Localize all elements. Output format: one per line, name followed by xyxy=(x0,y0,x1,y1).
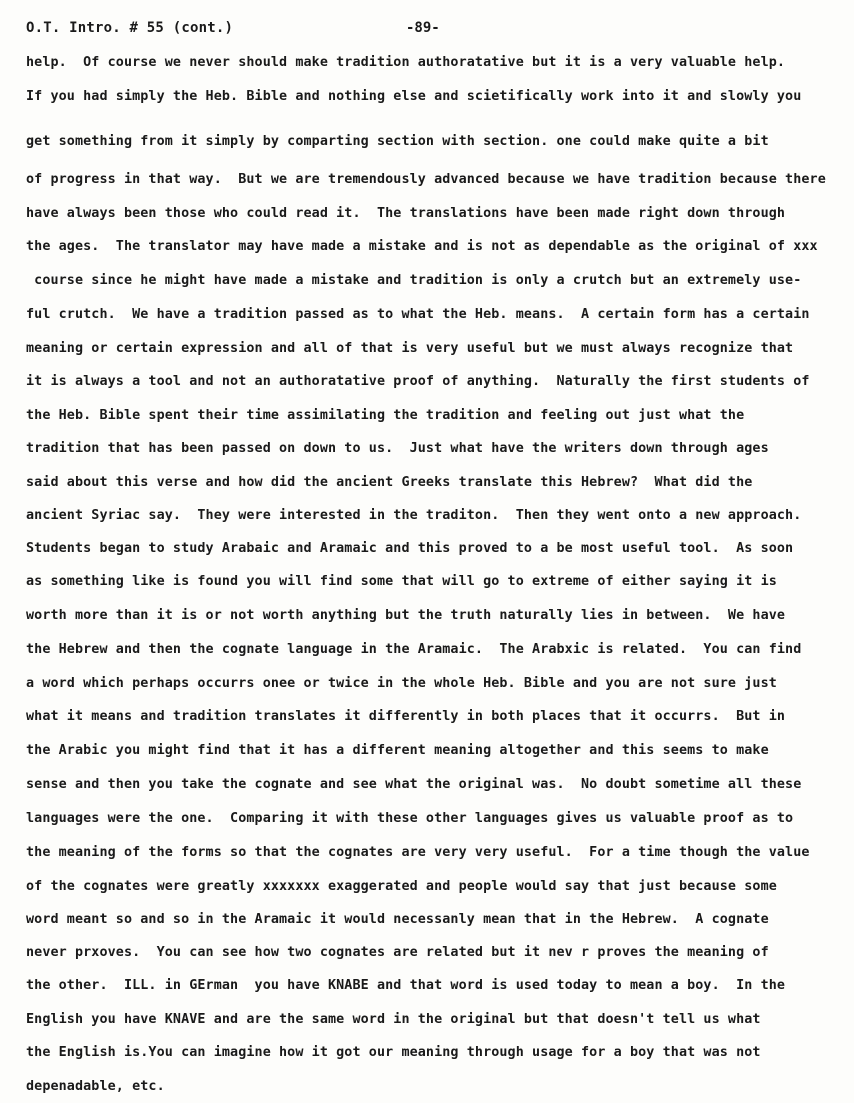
text-line: the other. ILL. in GErman you have KNABE and that word is used today to mean a boy. In the xyxy=(26,978,786,993)
text-line: have always been those who could read it. The translations have been made right down through xyxy=(26,206,786,221)
text-line: English you have KNAVE and are the same word in the original but that doesn't tell us what xyxy=(26,1012,761,1027)
text-line: worth more than it is or not worth anything but the truth naturally lies in between. We have xyxy=(26,608,786,623)
text-line: it is always a tool and not an authoratative proof of anything. Naturally the first students of xyxy=(26,374,810,389)
text-line: If you had simply the Heb. Bible and nothing else and scietifically work into it and slowly you xyxy=(26,89,802,104)
text-line: get something from it simply by comparting section with section. one could make quite a bit xyxy=(26,134,769,149)
text-line: the English is.You can imagine how it got our meaning through usage for a boy that was not xyxy=(26,1045,761,1060)
text-line: ful crutch. We have a tradition passed as to what the Heb. means. A certain form has a certain xyxy=(26,307,810,322)
text-line: languages were the one. Comparing it with these other languages gives us valuable proof as to xyxy=(26,811,794,826)
text-line: meaning or certain expression and all of that is very useful but we must always recognize that xyxy=(26,341,794,356)
text-line: tradition that has been passed on down to us. Just what have the writers down through ages xyxy=(26,441,769,456)
text-line: course since he might have made a mistake and tradition is only a crutch but an extremely use- xyxy=(26,273,802,288)
text-line: what it means and tradition translates it differently in both places that it occurrs. But in xyxy=(26,709,786,724)
text-line: sense and then you take the cognate and see what the original was. No doubt sometime all these xyxy=(26,777,802,792)
text-line: word meant so and so in the Aramaic it would necessanly mean that in the Hebrew. A cognate xyxy=(26,912,769,927)
text-line: help. Of course we never should make tradition authoratative but it is a very valuable help. xyxy=(26,55,786,70)
text-line: never prxoves. You can see how two cognates are related but it nev r proves the meaning of xyxy=(26,945,769,960)
text-line: depenadable, etc. xyxy=(26,1079,165,1094)
page-number: -89- xyxy=(406,20,440,36)
page-header xyxy=(26,20,826,42)
text-line: ancient Syriac say. They were interested in the traditon. Then they went onto a new approach. xyxy=(26,508,802,523)
text-line: Students began to study Arabaic and Aramaic and this proved to a be most useful tool. As soon xyxy=(26,541,794,556)
text-line: said about this verse and how did the ancient Greeks translate this Hebrew? What did the xyxy=(26,475,753,490)
text-line: of progress in that way. But we are tremendously advanced because we have tradition because there xyxy=(26,172,826,187)
course-reference: O.T. Intro. # 55 (cont.) xyxy=(26,20,234,36)
text-line: as something like is found you will find some that will go to extreme of either saying it is xyxy=(26,574,777,589)
text-line: the meaning of the forms so that the cognates are very very useful. For a time though the value xyxy=(26,845,810,860)
text-line: of the cognates were greatly xxxxxxx exaggerated and people would say that just because some xyxy=(26,879,777,894)
text-line: the Hebrew and then the cognate language in the Aramaic. The Arabxic is related. You can find xyxy=(26,642,802,657)
text-line: the Heb. Bible spent their time assimilating the tradition and feeling out just what the xyxy=(26,408,745,423)
text-line: the Arabic you might find that it has a different meaning altogether and this seems to make xyxy=(26,743,769,758)
text-line: the ages. The translator may have made a mistake and is not as dependable as the original of xxx xyxy=(26,239,818,254)
text-line: a word which perhaps occurrs onee or twice in the whole Heb. Bible and you are not sure just xyxy=(26,676,777,691)
